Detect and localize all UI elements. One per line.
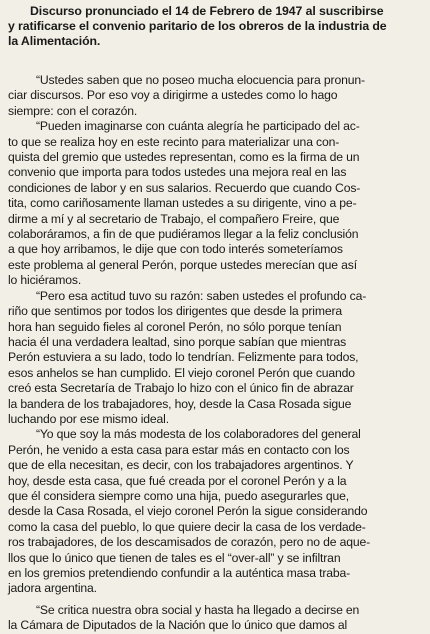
body-line: convenio que importa para todos ustedes una mejora real en las [8, 165, 347, 180]
body-line: este problema al general Perón, porque ustedes merecían que así [8, 257, 357, 272]
body-line: Perón, he venido a esta casa para estar más en contacto con los [8, 442, 350, 457]
body-line: riño que sentimos por todos los dirigentes que desde la primera [8, 304, 343, 319]
body-line: “Pero esa actitud tuvo su razón: saben ustedes el profundo ca- [36, 288, 367, 303]
body-line: desde la Casa Rosada, el viejo coronel Perón la sigue considerando [8, 504, 368, 519]
heading-line: la Alimentación. [8, 34, 101, 48]
body-line: la Cámara de Diputados de la Nación que lo único que damos al [8, 618, 348, 633]
body-line: lo hiciéramos. [8, 273, 82, 288]
body-line: a que hoy arribamos, le dije que con todo interés someteríamos [8, 242, 343, 257]
speech-body [8, 73, 426, 634]
body-line: “Se critica nuestra obra social y hasta ha llegado a decirse en [36, 602, 360, 617]
body-line: luchando por ese mismo ideal. [8, 411, 169, 426]
body-line: ciar discursos. Por eso voy a dirigirme a ustedes como lo hago [8, 88, 338, 103]
body-line: que él considera siempre como una hija, puedo asegurarles que, [8, 488, 349, 503]
body-line: jadora argentina. [8, 581, 97, 596]
speech-heading [8, 4, 426, 49]
body-line: “Pueden imaginarse con cuánta alegría he participado del ac- [36, 119, 360, 134]
body-line: Perón estuviera a su lado, todo lo tendrían. Felizmente para todos, [8, 350, 359, 365]
body-line: tita, como cariñosamente llaman ustedes a su dirigente, vino a pe- [8, 196, 357, 211]
body-line: siempre: con el corazón. [8, 103, 138, 118]
body-line: hoy, desde esta casa, que fué creada por el coronel Perón y a la [8, 473, 347, 488]
body-line: en los gremios pretendiendo confundir a la auténtica masa traba- [8, 566, 351, 580]
body-line: “Yo que soy la más modesta de los colaboradores del general [36, 427, 361, 442]
body-line: ros trabajadores, de los descamisados de corazón, pero no de aque- [8, 535, 371, 550]
body-line: hacia él una verdadera lealtad, sino porque sabían que mientras [8, 334, 347, 349]
body-line: condiciones de labor y en sus salarios. Recuerdo que cuando Cos- [8, 180, 361, 195]
body-line: que de ella necesitan, es decir, con los trabajadores argentinos. Y [8, 458, 354, 473]
body-line: llos que lo único que tienen de tales es el “over-all” y se infiltran [8, 550, 341, 565]
heading-line: y ratificarse el convenio paritario de los obreros de la industria de [8, 19, 387, 33]
body-line: como la casa del pueblo, lo que quiere decir la casa de los verdade- [8, 519, 366, 534]
body-line: dirme a mí y al secretario de Trabajo, el compañero Freire, que [8, 211, 340, 226]
heading-line: Discurso pronunciado el 14 de Febrero de 1947 al suscribirse [30, 4, 384, 18]
body-line: “Ustedes saben que no poseo mucha elocuencia para pronun- [36, 73, 365, 87]
body-line: colaboráramos, a fin de que pudiéramos llegar a la feliz conclusión [8, 227, 359, 242]
body-line: quista del gremio que ustedes representan, como es la firma de un [8, 150, 360, 165]
body-line: la bandera de los trabajadores, hoy, desde la Casa Rosada sigue [8, 396, 352, 411]
body-line: to que se realiza hoy en este recinto para materializar una con- [8, 134, 340, 149]
body-line: hora han seguido fieles al coronel Perón, no sólo porque tenían [8, 319, 342, 334]
body-line: esos anhelos se han cumplido. El viejo coronel Perón que cuando [8, 365, 355, 380]
body-line: creó esta Secretaría de Trabajo lo hizo con el único fin de abrazar [8, 381, 354, 396]
